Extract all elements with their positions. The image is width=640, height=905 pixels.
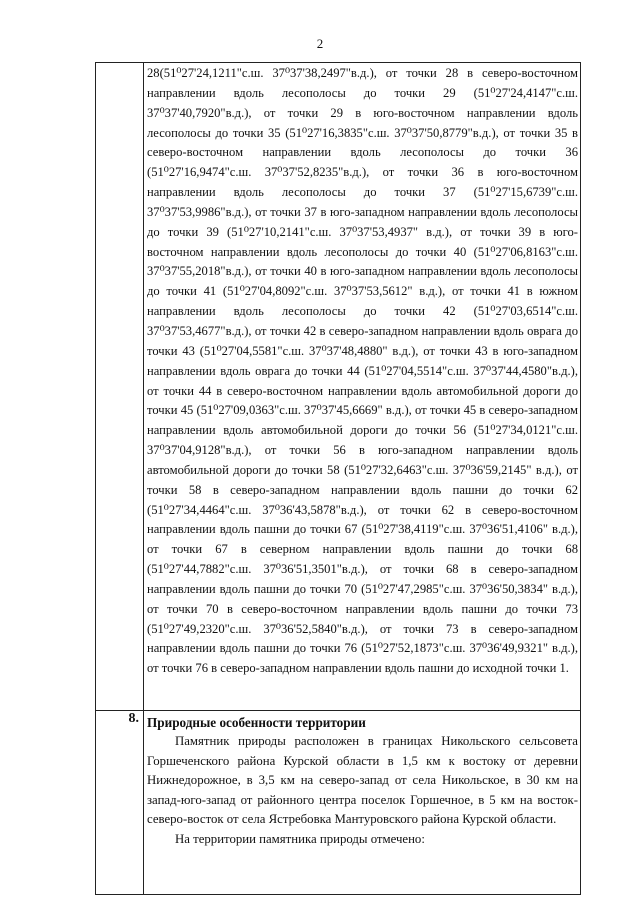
page-number: 2: [316, 36, 324, 51]
row-number-cell-empty: [96, 63, 144, 711]
section-number: 8.: [96, 711, 144, 895]
boundary-coordinates-text: 28(51⁰27'24,1211"с.ш. 37⁰37'38,2497"в.д.), от точки 28 в северо-восточном направлении вдоль лесополосы до точки 29 (51⁰27'24,4147"с.ш. 37⁰37'40,7920"в.д.), от точки 29 в юго-восточном направлении вдоль лесополосы до точки 35 (51⁰27'16,3835"с.ш. 37⁰37'50,8779"в.д.), от точки 35 в северо-восточном направлении вдоль лесополосы до точки 36 (51⁰27'16,9474"с.ш. 37⁰37'52,8235"в.д.), от точки 36 в юго-восточном направлении вдоль лесополосы до точки 37 (51⁰27'15,6739"с.ш. 37⁰37'53,9986"в.д.), от точки 37 в юго-западном направлении вдоль лесополосы до точки 39 (51⁰27'10,2141"с.ш. 37⁰37'53,4937" в.д.), от точки 39 в юго-восточном направлении вдоль лесополосы до точки 40 (51⁰27'06,8163"с.ш. 37⁰37'55,2018"в.д.), от точки 40 в юго-западном направлении вдоль лесополосы до точки 41 (51⁰27'04,8092"с.ш. 37⁰37'53,5612" в.д.), от точки 41 в южном направлении вдоль лесополосы до точки 42 (51⁰27'03,6514"с.ш. 37⁰37'53,4677"в.д.), от точки 42 в северо-западном направлении вдоль оврага до точки 43 (51⁰27'04,5581"с.ш. 37⁰37'48,4880" в.д.), от точки 43 в юго-западном направлении вдоль оврага до точки 44 (51⁰27'04,5514"с.ш. 37⁰37'44,4580"в.д.), от точки 44 в северо-восточном направлении вдоль автомобильной дороги до точки 45 (51⁰27'09,0363"с.ш. 37⁰37'45,6669" в.д.), от точки 45 в северо-западном направлении вдоль автомобильной дороги до точки 56 (51⁰27'34,0121"с.ш. 37⁰37'04,9128"в.д.), от точки 56 в юго-западном направлении вдоль автомобильной дороги до точки 58 (51⁰27'32,6463"с.ш. 37⁰36'59,2145" в.д.), от точки 58 в северо-западном направлении вдоль пашни до точки 62 (51⁰27'34,4464"с.ш. 37⁰36'43,5878"в.д.), от точки 62 в северо-восточном направлении вдоль пашни до точки 67 (51⁰27'38,4119"с.ш. 37⁰36'51,4106" в.д.), от точки 67 в северном направлении вдоль пашни до точки 68 (51⁰27'44,7882"с.ш. 37⁰36'51,3501"в.д.), от точки 68 в северо-западном направлении вдоль пашни до точки 70 (51⁰27'47,2985"с.ш. 37⁰36'50,3834" в.д.), от точки 70 в северо-восточном направлении вдоль пашни до точки 73 (51⁰27'49,2320"с.ш. 37⁰36'52,5840"в.д.), от точки 73 в северо-западном направлении вдоль пашни до точки 76 (51⁰27'52,1873"с.ш. 37⁰36'49,9321" в.д.), от точки 76 в северо-западном направлении вдоль пашни до исходной точки 1.: [147, 66, 578, 676]
natural-features-cell: [144, 711, 581, 895]
section-body-text: Памятник природы расположен в границах Никольского сельсовета Горшеченского района Курской области в 1,5 км к востоку от деревни Нижнедорожное, в 3,5 км на северо-запад от села Никольское, в 30 км на запад-юго-запад от районного центра поселок Горшечное, в 5 км на восток-северо-восток от села Ястребовка Мантуровского района Курской области.: [147, 734, 578, 827]
boundary-description-table: [95, 62, 581, 895]
section-title: Природные особенности территории: [147, 715, 366, 730]
table-row-coordinates: [96, 63, 581, 711]
coordinates-cell: [144, 63, 581, 711]
table-row-natural-features: [96, 711, 581, 895]
section-note-text: На территории памятника природы отмечено:: [175, 831, 425, 846]
